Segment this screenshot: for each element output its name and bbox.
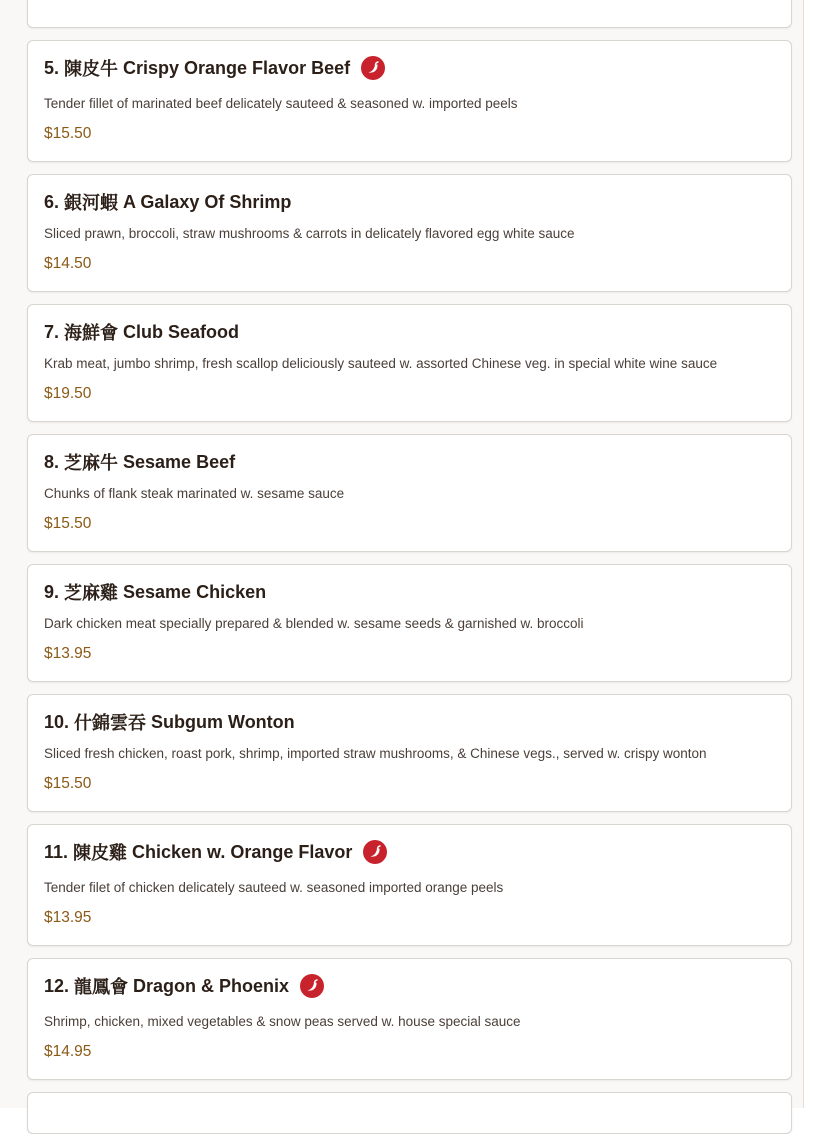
menu-item-number: 12.: [44, 975, 70, 996]
menu-item-name: Subgum Wonton: [151, 711, 295, 732]
menu-item-title: [44, 189, 291, 215]
menu-item-title: [44, 839, 387, 865]
menu-item-name: Crispy Orange Flavor Beef: [123, 57, 351, 78]
menu-item-number: 7.: [44, 321, 60, 342]
chili-pepper-icon: [300, 974, 324, 998]
menu-item-card[interactable]: [27, 174, 792, 292]
menu-item-number: 11.: [44, 841, 69, 862]
menu-item-price: $14.50: [44, 255, 92, 272]
menu-item-description: Chunks of flank steak marinated w. sesame sauce: [44, 486, 345, 501]
menu-item-number: 5.: [44, 57, 60, 78]
menu-item-description: Krab meat, jumbo shrimp, fresh scallop deliciously sauteed w. assorted Chinese veg. in special white wine sauce: [44, 356, 718, 371]
menu-item-chinese-name: 什錦雲吞: [74, 713, 147, 733]
menu-item-title: [44, 55, 385, 81]
chili-pepper-icon: [361, 56, 385, 80]
menu-item-name: Sesame Chicken: [123, 581, 267, 602]
menu-item-title: [44, 709, 295, 735]
menu-item-chinese-name: 龍鳳會: [74, 977, 129, 997]
chili-pepper-icon: [363, 840, 387, 864]
menu-item-name: Dragon & Phoenix: [133, 975, 290, 996]
menu-item-title: [44, 319, 239, 345]
menu-item-chinese-name: 銀河蝦: [64, 193, 119, 213]
menu-item-card[interactable]: [27, 958, 792, 1080]
menu-item-name: Sesame Beef: [123, 451, 236, 472]
menu-item-name: Club Seafood: [123, 321, 240, 342]
menu-item-title: [44, 579, 266, 605]
menu-item-chinese-name: 海鮮會: [64, 323, 119, 343]
menu-item-chinese-name: 芝麻雞: [64, 583, 119, 603]
menu-item-number: 8.: [44, 451, 60, 472]
menu-item-number: 10.: [44, 711, 70, 732]
menu-item-number: 9.: [44, 581, 60, 602]
menu-item-price: $14.95: [44, 1043, 92, 1060]
menu-item-price: $13.95: [44, 645, 92, 662]
menu-item-price: $15.50: [44, 515, 92, 532]
menu-item-number: 6.: [44, 191, 60, 212]
menu-item-description: Tender filet of chicken delicately sauteed w. seasoned imported orange peels: [44, 880, 504, 895]
menu-item-card[interactable]: [27, 1092, 792, 1134]
menu-item-title: [44, 449, 235, 475]
menu-item-chinese-name: 陳皮雞: [73, 843, 128, 863]
menu-item-price: $13.95: [44, 909, 92, 926]
menu-item-chinese-name: 芝麻牛: [64, 453, 119, 473]
menu-item-title: [44, 973, 324, 999]
menu-item-card[interactable]: [27, 694, 792, 812]
menu-item-card[interactable]: [27, 304, 792, 422]
menu-item-description: Sliced fresh chicken, roast pork, shrimp, imported straw mushrooms, & Chinese vegs., served w. crispy wonton: [44, 746, 707, 761]
menu-item-name: A Galaxy Of Shrimp: [123, 191, 292, 212]
menu-item-description: Sliced prawn, broccoli, straw mushrooms & carrots in delicately flavored egg white sauce: [44, 226, 575, 241]
menu-item-card[interactable]: [27, 40, 792, 162]
menu-item-price: $19.50: [44, 385, 92, 402]
menu-item-description: Dark chicken meat specially prepared & blended w. sesame seeds & garnished w. broccoli: [44, 616, 584, 631]
menu-item-price: $15.50: [44, 775, 92, 792]
menu-item-card[interactable]: [27, 0, 792, 28]
menu-item-card[interactable]: [27, 434, 792, 552]
menu-item-card[interactable]: [27, 824, 792, 946]
menu-item-chinese-name: 陳皮牛: [64, 59, 119, 79]
menu-item-name: Chicken w. Orange Flavor: [132, 841, 353, 862]
menu-item-description: Tender fillet of marinated beef delicately sauteed & seasoned w. imported peels: [44, 96, 518, 111]
menu-item-card[interactable]: [27, 564, 792, 682]
menu-item-description: Shrimp, chicken, mixed vegetables & snow peas served w. house special sauce: [44, 1014, 521, 1029]
menu-item-price: $15.50: [44, 125, 92, 142]
